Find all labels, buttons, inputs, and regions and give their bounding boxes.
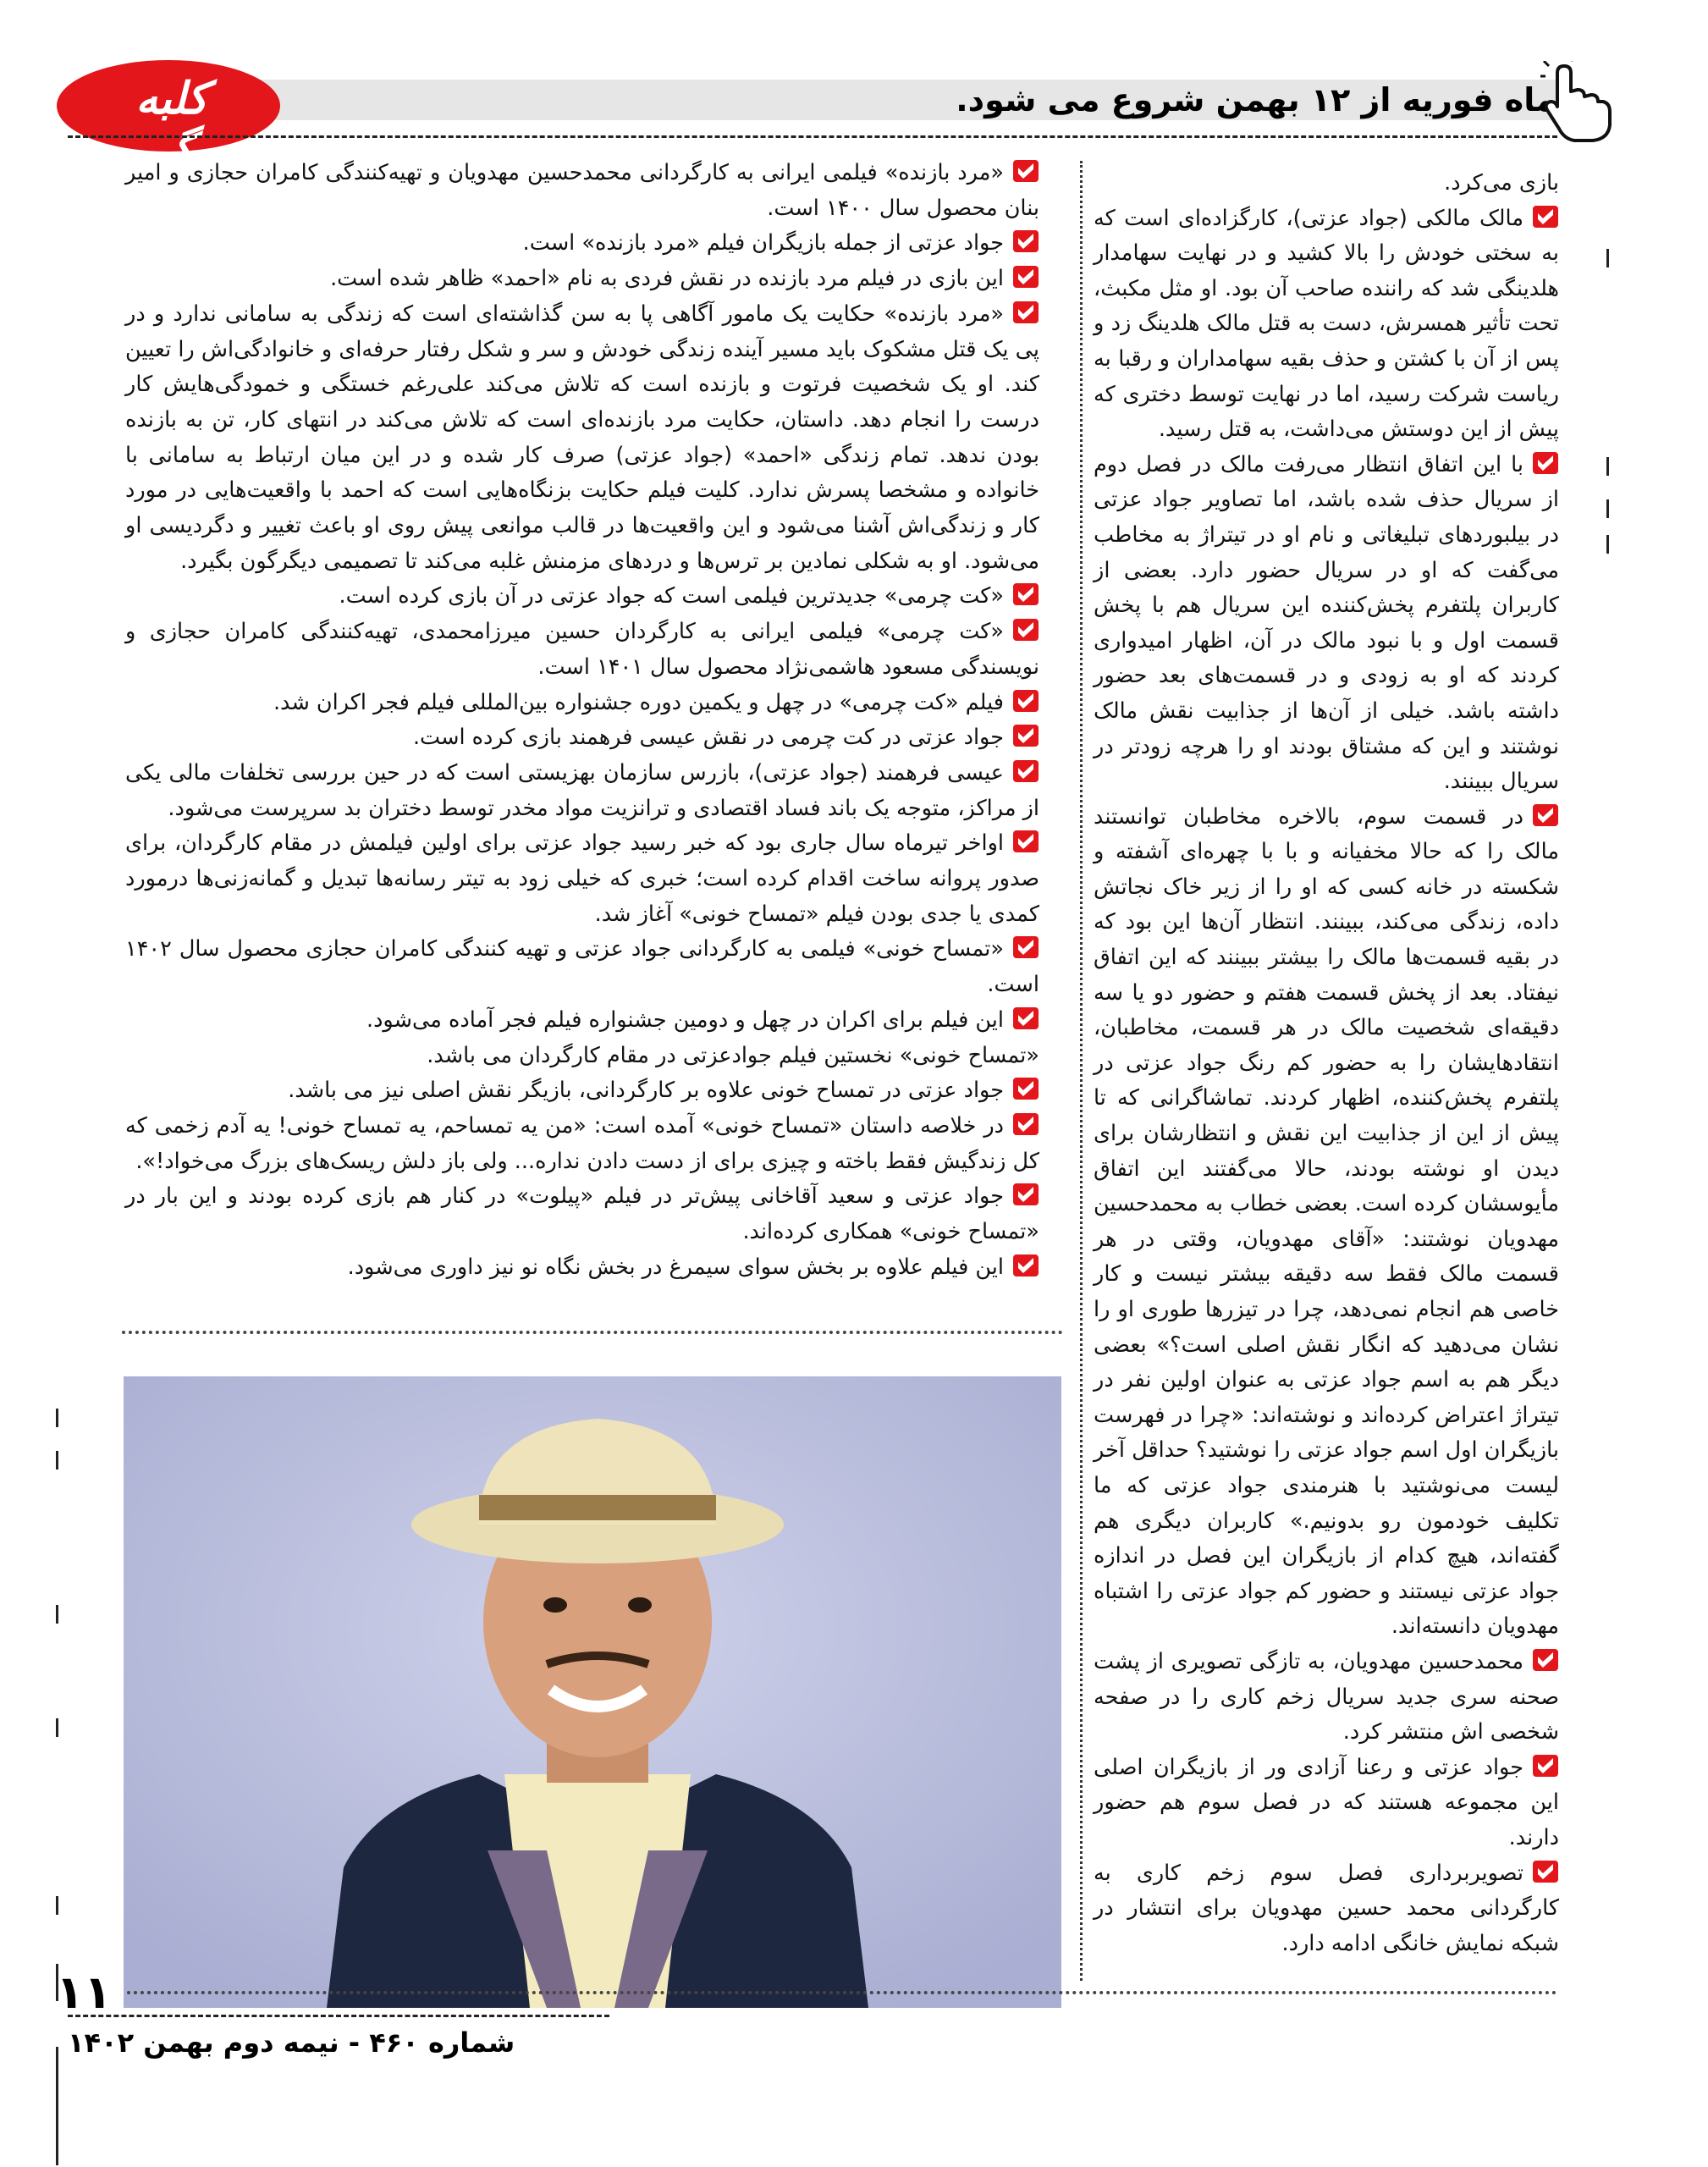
paragraph-text: مالک مالکی (جواد عزتی)، کارگزاده‌ای است که به سختی خودش را بالا کشید و در نهایت سهامدار هلدینگی شد که راننده صاحب آن بود. او مثل مکبث، تحت تأثیر همسرش، دست به قتل مالک هلدینگ زد و پس از آن با کشتن و حذف بقیه سهامداران و رقبا به ریاست شرکت رسید، اما در نهایت توسط دختری که پیش از این دوستش می‌داشت، به قتل رسید.: [1094, 205, 1559, 443]
paragraph: [125, 579, 1039, 615]
paragraph: [125, 756, 1039, 826]
check-arrow-icon: [1532, 205, 1559, 229]
check-arrow-icon: [1012, 1254, 1039, 1277]
paragraph: [1094, 1751, 1559, 1856]
margin-mark: [1606, 457, 1609, 476]
left-column: [125, 156, 1039, 1286]
paragraph-text: «تمساح خونی» نخستین فیلم جوادعزتی در مقام کارگردان می باشد.: [427, 1042, 1039, 1068]
check-arrow-icon: [1012, 724, 1039, 747]
check-arrow-icon: [1012, 689, 1039, 713]
paragraph-text: جواد عزتی از جمله بازیگران فیلم «مرد بازنده» است.: [522, 230, 1004, 256]
page-number: ۱۱: [56, 1966, 112, 2019]
paragraph: [1094, 1645, 1559, 1751]
paragraph-text: «کت چرمی» جدیدترین فیلمی است که جواد عزتی در آن بازی کرده است.: [339, 583, 1004, 609]
margin-mark: [1606, 249, 1609, 267]
paragraph-text: جواد عزتی در تمساح خونی علاوه بر کارگردانی، بازیگر نقش اصلی نیز می باشد.: [288, 1078, 1004, 1104]
paragraph-text: تصویربرداری فصل سوم زخم کاری به کارگردانی محمد حسین مهدویان برای انتشار در شبکه نمایش خانگی ادامه دارد.: [1094, 1860, 1559, 1956]
check-arrow-icon: [1532, 1860, 1559, 1883]
paragraph-text: این بازی در فیلم مرد بازنده در نقش فردی به نام «احمد» ظاهر شده است.: [330, 266, 1004, 292]
paragraph-text: با این اتفاق انتظار می‌رفت مالک در فصل دوم از سریال حذف شده باشد، اما تصاویر جواد عزتی در بیلبوردهای تبلیغاتی و نام او در تیتراژ به مخاطب می‌گفت که او در سریال حضور دارد. بعضی از کاربران پلتفرم پخش‌کننده این سریال هم با پخش قسمت اول و با نبود مالک در آن، اظهار امیدواری کردند که او به زودی و در قسمت‌های بعد حضور داشته باشد. خیلی از آن‌ها از جذابیت نقش مالک نوشتند و این که مشتاق بودند او را هرچه زودتر در سریال ببینند.: [1094, 451, 1559, 795]
paragraph: [125, 226, 1039, 262]
paragraph: [1094, 166, 1559, 201]
paragraph: [1094, 1856, 1559, 1962]
header-dashed-rule: [68, 135, 1557, 138]
margin-mark: [56, 1896, 58, 1915]
paragraph-text: اواخر تیرماه سال جاری بود که خبر رسید جواد عزتی برای اولین فیلمش در مقام کارگردان، برای صدور پروانه ساخت اقدام کرده است؛ خبری که خیلی زود به تیتر رسانه‌ها تبدیل و گمانه‌زنی‌ها درمورد کمدی یا جدی بودن فیلم «تمساح خونی» آغاز شد.: [125, 830, 1039, 927]
paragraph: [125, 1003, 1039, 1039]
left-margin-rule: [56, 2047, 58, 2165]
paragraph-text: در خلاصه داستان «تمساح خونی» آمده است: «من یه تمساحم، یه تمساح خونی! یه آدم زخمی که کل زندگیش فقط باخته و چیزی برای از دست دادن نداره... ولی باز دلش ریسک‌های بزرگ می‌خواد!».: [125, 1112, 1039, 1174]
photo-separator: [122, 1331, 1063, 1334]
paragraph: [1094, 448, 1559, 800]
paragraph-text: «تمساح خونی» فیلمی به کارگردانی جواد عزتی و تهیه کنندگی کامران حجازی محصول سال ۱۴۰۲ است.: [125, 936, 1039, 998]
check-arrow-icon: [1532, 803, 1559, 827]
check-arrow-icon: [1012, 301, 1039, 324]
column-divider: [1080, 161, 1083, 1981]
paragraph-text: «مرد بازنده» فیلمی ایرانی به کارگردانی محمدحسین مهدویان و تهیه‌کنندگی کامران حجازی و امیر بنان محصول سال ۱۴۰۰ است.: [125, 160, 1039, 221]
paragraph: [125, 615, 1039, 685]
check-arrow-icon: [1532, 1754, 1559, 1778]
header-title: ماه فوریه از ۱۲ بهمن شروع می شود.: [956, 81, 1556, 119]
margin-mark: [56, 1605, 58, 1624]
paragraph: [1094, 800, 1559, 1645]
paragraph: [125, 1250, 1039, 1286]
issue-line: شماره ۴۶۰ - نیمه دوم بهمن ۱۴۰۲: [68, 2026, 515, 2059]
paragraph: [125, 1073, 1039, 1109]
check-arrow-icon: [1012, 618, 1039, 642]
paragraph-text: در قسمت سوم، بالاخره مخاطبان توانستند مالک را که حالا مخفیانه و با با چهره‌ای آشفته و شکسته در خانه کسی که او را از زیر خاک نجاتش داده، زندگی می‌کند، ببینند. انتظار آن‌ها این بود که در بقیه قسمت‌ها مالک را بیشتر ببینند که این اتفاق نیفتاد. بعد از پخش قسمت هفتم و حضور دو یا سه دقیقه‌ای شخصیت مالک در هر قسمت، مخاطبان، انتقادهایشان را به حضور کم رنگ جواد عزتی در پلتفرم پخش‌کننده، اظهار کردند. تماشاگرانی که تا پیش از این از جذابیت این نقش و انتظارشان برای دیدن او نوشته بودند، حالا می‌گفتند این اتفاق مأیوسشان کرده است. بعضی خطاب به محمدحسین مهدویان نوشتند: «آقای مهدویان، وقتی در هر قسمت مالک فقط سه دقیقه بیشتر نیست و کار خاصی هم انجام نمی‌دهد، چرا در تیزرها طوری او را نشان می‌دهید که انگار نقش اصلی است؟» بعضی دیگر هم به اسم جواد عزتی به عنوان اولین نفر در تیتراژ اعتراض کرده‌اند و نوشته‌اند: «چرا در فهرست بازیگران اول اسم جواد عزتی را نوشتید؟ حداقل آخر لیست می‌نوشتید با هنرمندی جواد عزتی که ما تکلیف خودمون رو بدونیم.» کاربران دیگری هم گفته‌اند، هیچ کدام از بازیگران این فصل در اندازه جواد عزتی نیستند و حضور کم جواد عزتی را اشتباه مهدویان دانسته‌اند.: [1094, 803, 1559, 1640]
check-arrow-icon: [1012, 830, 1039, 853]
check-arrow-icon: [1532, 451, 1559, 475]
paragraph-text: جواد عزتی در کت چرمی در نقش عیسی فرهمند بازی کرده است.: [412, 725, 1004, 751]
check-arrow-icon: [1012, 159, 1039, 183]
paragraph: [125, 720, 1039, 756]
paragraph: [125, 1039, 1039, 1074]
check-arrow-icon: [1012, 1183, 1039, 1206]
paragraph: [125, 156, 1039, 226]
check-arrow-icon: [1012, 229, 1039, 253]
paragraph-text: این فیلم علاوه بر بخش سوای سیمرغ در بخش نگاه نو نیز داوری می‌شود.: [347, 1254, 1004, 1280]
logo-text: کلبه سرگرمی: [88, 73, 256, 176]
check-arrow-icon: [1012, 265, 1039, 289]
paragraph-text: «مرد بازنده» حکایت یک مامور آگاهی پا به سن گذاشته‌ای است که زندگی به سامانی ندارد و در پی یک قتل مشکوک باید مسیر آینده زندگی خودش و سر و شکل رفتار حرفه‌ای و خانوادگی‌اش را تعیین کند. او یک شخصیت فرتوت و بازنده است که تلاش می‌کند علی‌رغم خستگی و خمودگی‌هایش کار درست را انجام دهد. داستان، حکایت مرد بازنده‌ای است که تلاش می‌کند در انتهای کار، تن به بازنده بودن ندهد. تمام زندگی «احمد» (جواد عزتی) صرف کار شده و در این میان ارتباط به سامانی با خانواده و مشخصا پسرش ندارد. کلیت فیلم حکایت بزنگاه‌هایی است که احمد با واقعیت‌هایی در مورد کار و زندگی‌اش آشنا می‌شود و این واقعیت‌ها در قالب موانعی پیش روی او باعث تغییر و دگردیسی او می‌شود. او به شکلی نمادین بر ترس‌ها و دردهای مزمنش غلبه می‌کند تا تصمیمی دیگرگون بگیرد.: [125, 301, 1039, 574]
paragraph: [125, 1179, 1039, 1249]
pointing-hand-icon: [1540, 61, 1617, 146]
paragraph-text: عیسی فرهمند (جواد عزتی)، بازرس سازمان بهزیستی است که در حین بررسی تخلفات مالی یکی از مراکز، متوجه یک باند فساد اقتصادی و ترانزیت مواد مخدر توسط دختران بد سرپرست می‌شود.: [125, 759, 1039, 821]
check-arrow-icon: [1012, 1006, 1039, 1030]
margin-mark: [56, 1409, 58, 1427]
paragraph: [125, 826, 1039, 932]
paragraph-text: بازی می‌کرد.: [1444, 170, 1559, 196]
paragraph-text: محمدحسین مهدویان، به تازگی تصویری از پشت صحنه سری جدید سریال زخم کاری را در صفحه شخصی اش منتشر کرد.: [1094, 1648, 1559, 1745]
paragraph-text: جواد عزتی و رعنا آزادی ور از بازیگران اصلی این مجموعه هستند که در فصل سوم هم حضور دارند.: [1094, 1754, 1559, 1850]
margin-mark: [1606, 535, 1609, 554]
paragraph-text: این فیلم برای اکران در چهل و دومین جشنواره فیلم فجر آماده می‌شود.: [366, 1006, 1004, 1033]
footer-dotted-rule: [127, 1991, 1557, 1994]
paragraph: [125, 1109, 1039, 1179]
paragraph: [125, 262, 1039, 297]
check-arrow-icon: [1012, 759, 1039, 783]
check-arrow-icon: [1012, 1077, 1039, 1100]
paragraph: [125, 686, 1039, 721]
paragraph-text: فیلم «کت چرمی» در چهل و یکمین دوره جشنواره بین‌المللی فیلم فجر اکران شد.: [273, 689, 1004, 715]
footer-dashed-rule: [68, 2015, 609, 2017]
margin-mark: [56, 1718, 58, 1737]
check-arrow-icon: [1532, 1648, 1559, 1672]
paragraph-text: «کت چرمی» فیلمی ایرانی به کارگردان حسین میرزامحمدی، تهیه‌کنندگی کامران حجازی و نویسندگی مسعود هاشمی‌نژاد محصول سال ۱۴۰۱ است.: [125, 619, 1039, 680]
check-arrow-icon: [1012, 582, 1039, 606]
paragraph-text: جواد عزتی و سعید آقاخانی پیش‌تر در فیلم «پیلوت» در کنار هم بازی کرده بودند و این بار در «تمساح خونی» همکاری کرده‌اند.: [125, 1183, 1039, 1245]
paragraph: [125, 297, 1039, 580]
right-column: [1094, 166, 1559, 1961]
margin-mark: [1606, 499, 1609, 518]
paragraph: [125, 932, 1039, 1002]
portrait-photo: [124, 1376, 1061, 2008]
paragraph: [1094, 201, 1559, 448]
check-arrow-icon: [1012, 1112, 1039, 1136]
check-arrow-icon: [1012, 935, 1039, 959]
margin-mark: [56, 1451, 58, 1469]
